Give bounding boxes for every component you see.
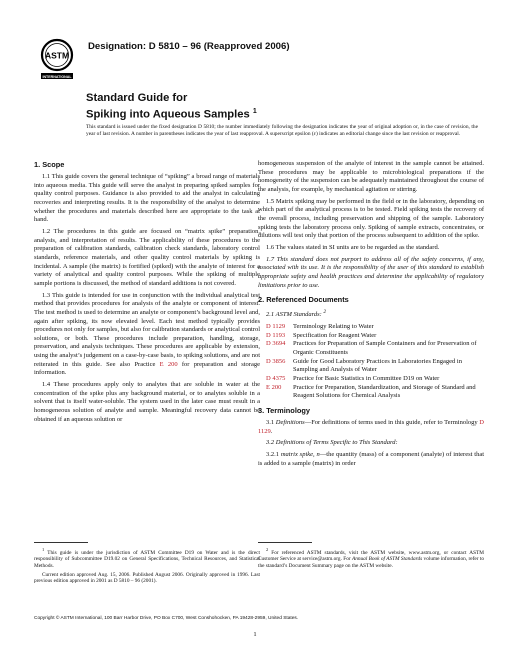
- para-3-2-1-num: 3.2.1: [266, 450, 281, 458]
- para-3-1: [258, 419, 484, 436]
- para-3-1-num: 3.1: [266, 418, 276, 426]
- para-1-3-text: 1.3 This guide is intended for use in conjunction with the individual analytical test method that provides procedures for analysis of the analyte or component of interest. The test method is used to determine an analyte or component’s background level and, again after spiking, its now elevated level. Each test method typically provides procedures not only for samples, but also for calibration standards or analytical control solutions, or both. These procedures include preparation, handling, storage, preservation, and analysis techniques. These procedures are applicable by extension, using the analyst’s judgement on a case-by-case basis, to spiking solutions, and are not reiterated in this guide. See also Practice: [34, 291, 260, 368]
- referenced-documents-heading: 2. Referenced Documents: [258, 295, 349, 305]
- ref-code-link[interactable]: D 4375: [266, 374, 286, 382]
- ref-item: [258, 358, 484, 375]
- astm-standards-text: 2.1 ASTM Standards:: [266, 311, 322, 319]
- page-number: 1: [253, 631, 257, 638]
- para-3-2-1-text: —the quantity (mass) of a component (analyte) of interest that is added to a sample (matrix) in order: [258, 450, 485, 467]
- footnotes-left: [34, 547, 260, 587]
- ref-code-link[interactable]: E 200: [266, 383, 282, 391]
- title-footnote-marker: 1: [252, 108, 257, 115]
- ref-title: Terminology Relating to Water: [293, 323, 374, 330]
- ref-title: Practices for Preparation of Sample Containers and for Preservation of Organic Constituents: [293, 340, 477, 356]
- left-column: [34, 160, 260, 427]
- para-1-7: 1.7 This standard does not purport to address all of the safety concerns, if any, associated with its use. It is the responsibility of the user of this standard to establish appropriate safety and health practices and determine the applicability of regulatory limitations prior to use.: [258, 255, 484, 289]
- para-3-2-1: [258, 451, 484, 468]
- ref-title: Practice for Basic Statistics in Committee D19 on Water: [293, 374, 440, 382]
- title-line-2: [86, 105, 257, 122]
- title-text: Spiking into Aqueous Samples: [86, 108, 250, 121]
- footnote-2-tail: volume information, refer to the standard’s Document Summary page on the ASTM website.: [258, 556, 484, 569]
- designation: Designation: D 5810 – 96 (Reapproved 2006): [88, 41, 290, 52]
- para-3-1-term: Definitions: [275, 418, 305, 426]
- para-1-5: 1.5 Matrix spiking may be performed in the field or in the laboratory, depending on which part of the analytical process is to be tested. Field spiking tests the recovery of the overall process, including preservation and shipping of the sample. Laboratory spiking tests the laboratory process only. Spiking of sample extracts, concentrates, or dilutions will test only that portion of the process subsequent to addition of the spike.: [258, 197, 484, 240]
- ref-code-link[interactable]: D 1193: [266, 331, 286, 339]
- document-title: [86, 92, 257, 122]
- ref-title: Practice for Preparation, Standardization, and Storage of Standard and Reagent Solutions for Chemical Analysis: [293, 383, 476, 400]
- ref-item: [258, 375, 484, 384]
- link-d1129[interactable]: D 1129: [258, 418, 484, 435]
- para-1-3: [34, 292, 260, 379]
- scope-heading: 1. Scope: [34, 160, 65, 169]
- para-1-6: 1.6 The values stated in SI units are to be regarded as the standard.: [266, 243, 440, 251]
- para-3-2: 3.2 Definitions of Terms Specific to This Standard:: [266, 439, 398, 447]
- astm-logo: [38, 38, 76, 82]
- astm-standards-subheading: [258, 308, 484, 320]
- svg-text:INTERNATIONAL: INTERNATIONAL: [42, 74, 72, 79]
- ref-code-link[interactable]: D 3856: [266, 357, 286, 365]
- copyright-line: Copyright © ASTM International, 100 Barr Harbor Drive, PO Box C700, West Conshohocken, PA 19428-2959, United States.: [34, 616, 299, 621]
- footnote-2-book: Annual Book of ASTM Standards: [351, 556, 423, 563]
- footnote-1-edition: Current edition approved Aug. 15, 2006. Published August 2006. Originally approved in 1996. Last previous edition approved in 2001 as D 5810 – 96 (2001).: [34, 571, 260, 585]
- title-line-1: Standard Guide for: [86, 92, 188, 104]
- footnote-2-marker: 2: [266, 547, 269, 552]
- ref-item: [258, 384, 484, 401]
- ref-title: Specification for Reagent Water: [293, 331, 377, 339]
- ref-item: [258, 340, 484, 357]
- para-1-1: 1.1 This guide covers the general technique of “spiking” a broad range of materials into aqueous media. This guide will serve the analyst in preparing spiked samples for quality control purposes. Guidance is also provided to aid the analyst in calculating recoveries and interpreting results. It is the responsibility of the analyst to determine whether the procedures and materials described here are appropriate to the task at hand.: [34, 173, 260, 224]
- right-column: [258, 160, 484, 471]
- footnote-2-text: For referenced ASTM standards, visit the ASTM website, www.astm.org, or contact ASTM Customer Service at service@astm.org. For: [258, 549, 485, 563]
- para-1-3-tail: for preparation and storage information.: [34, 360, 260, 377]
- footnote-rule-right: [258, 542, 312, 543]
- ref-code-link[interactable]: D 3694: [266, 340, 286, 348]
- para-1-4-cont: homogeneous suspension of the analyte of interest in the sample cannot be attained. These procedures may be applicable to microbiological preparations if the homogeneity of the suspension can be adequately maintained throughout the course of the analysis, for example, by mechanical agitation or stirring.: [258, 160, 484, 193]
- svg-text:ASTM: ASTM: [44, 50, 70, 61]
- standard-issuance-note: This standard is issued under the fixed designation D 5810; the number immediately following the designation indicates the year of original adoption or, in the case of revision, the year of last revision. A number in parentheses indicates the year of last reapproval. A superscript epsilon (ε) indicates an editorial change since the last revision or reapproval.: [86, 124, 478, 138]
- link-e200[interactable]: E 200: [159, 360, 178, 368]
- para-3-1-end: .: [270, 427, 273, 435]
- ref-item: [258, 332, 484, 341]
- footnote-1: [34, 547, 260, 570]
- ref-code-link[interactable]: D 1129: [266, 323, 286, 330]
- ref-title: Guide for Good Laboratory Practices in Laboratories Engaged in Sampling and Analysis of Water: [293, 357, 462, 374]
- para-1-4: 1.4 These procedures apply only to analytes that are soluble in water at the concentration of the spike plus any background material, or to analytes soluble in a solvent that is itself water-soluble. The system used in the later case must result in a homogeneous solution of analyte and sample. Meaningful recovery data cannot be obtained if an aqueous solution or: [34, 381, 260, 423]
- terminology-heading: 3. Terminology: [258, 405, 311, 415]
- footnote-rule-left: [34, 542, 88, 543]
- footnote-2: [258, 547, 484, 570]
- ref-item: [258, 323, 484, 332]
- para-3-2-1-term: matrix spike, n: [280, 450, 320, 458]
- footnote-1-marker: 1: [42, 547, 45, 552]
- refs-footnote-marker: 2: [323, 309, 327, 316]
- para-3-1-text: —For definitions of terms used in this guide, refer to Terminology: [304, 418, 480, 426]
- para-1-2: 1.2 The procedures in this guide are focused on “matrix spike” preparation, analysis, and interpretation of results. The applicability of these procedures to the preparation of calibration standards, calibration check standards, laboratory control standards, reference materials, and other quality control materials by spiking is incidental. A sample (the matrix) is fortified (spiked) with the analyte of interest for a variety of analytical and quality control purposes. While the spiking of multiple sample portions is discussed, the method of standard additions is not covered.: [34, 227, 260, 287]
- footnotes-right: [258, 547, 484, 572]
- footnote-1-text: This guide is under the jurisdiction of ASTM Committee D19 on Water and is the direct responsibility of Subcommittee D19.02 on General Specifications, Technical Resources, and Statistical Methods.: [34, 549, 260, 569]
